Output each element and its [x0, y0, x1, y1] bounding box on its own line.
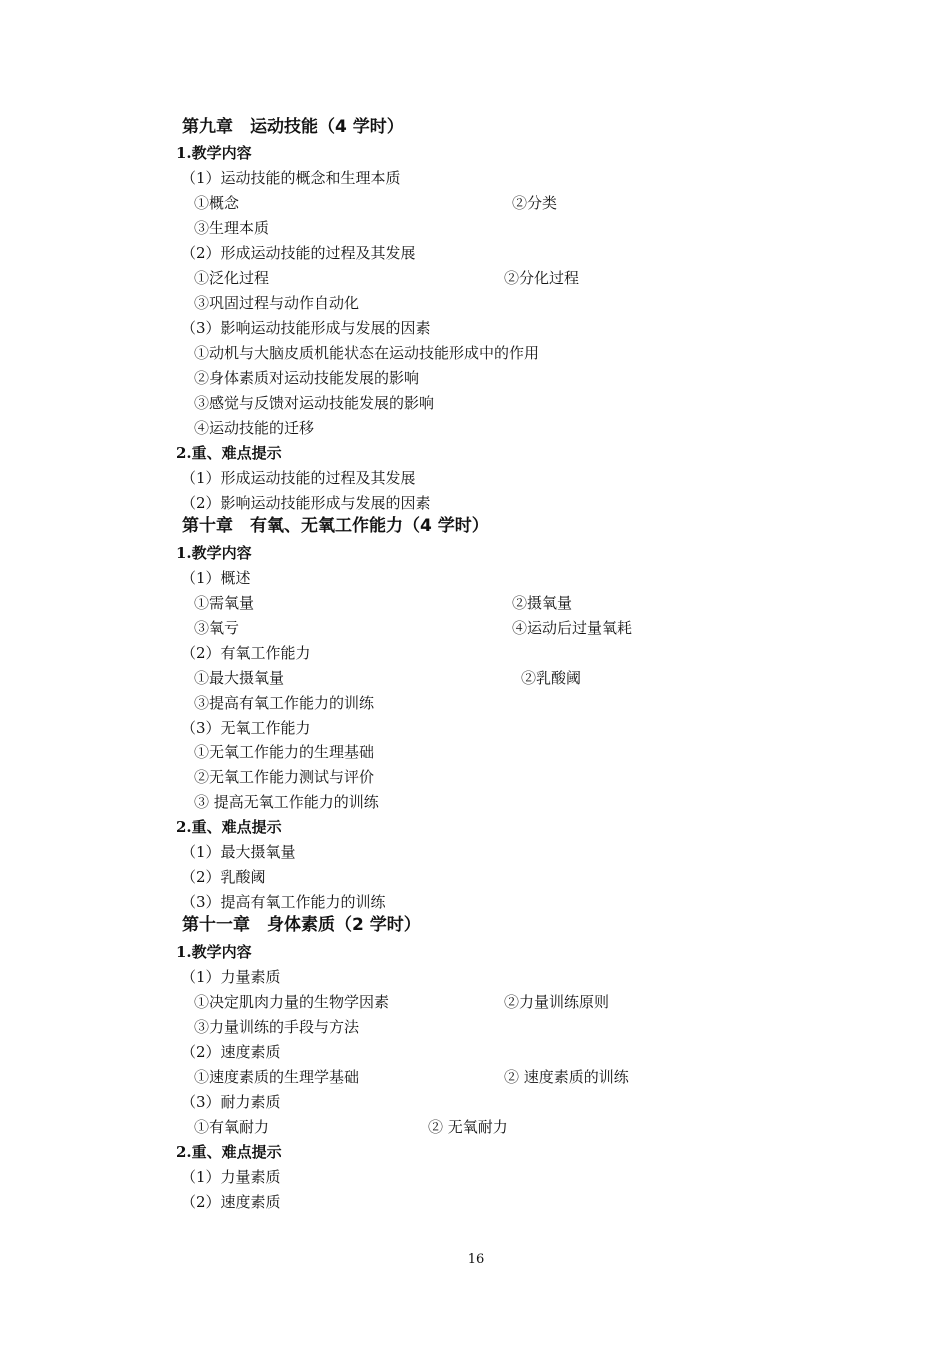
ch10-item-2b: ②乳酸阈 — [521, 669, 582, 687]
ch11-item-3a: ①有氧耐力 — [194, 1118, 270, 1136]
ch9-key-heading: 2.重、难点提示 — [176, 444, 282, 462]
chapter-11-title: 第十一章 身体素质（2 学时） — [182, 915, 421, 935]
ch11-key-1: （1）力量素质 — [181, 1168, 281, 1186]
ch9-item-3a: ①动机与大脑皮质机能状态在运动技能形成中的作用 — [194, 344, 540, 362]
ch10-item-1b: ②摄氧量 — [512, 594, 573, 612]
ch11-item-2b: ② 速度素质的训练 — [504, 1068, 629, 1086]
ch11-item-2: （2）速度素质 — [181, 1043, 281, 1061]
ch9-item-1a: ①概念 — [194, 194, 240, 212]
ch9-item-2: （2）形成运动技能的过程及其发展 — [181, 244, 416, 262]
ch11-item-2a: ①速度素质的生理学基础 — [194, 1068, 360, 1086]
ch10-item-2a: ①最大摄氧量 — [194, 669, 285, 687]
ch9-item-3: （3）影响运动技能形成与发展的因素 — [181, 319, 431, 337]
ch11-item-1: （1）力量素质 — [181, 968, 281, 986]
ch10-key-heading: 2.重、难点提示 — [176, 818, 282, 836]
page-number: 16 — [467, 1252, 485, 1267]
ch10-item-3: （3）无氧工作能力 — [181, 719, 311, 737]
ch9-item-2b: ②分化过程 — [504, 269, 580, 287]
ch10-key-1: （1）最大摄氧量 — [181, 843, 296, 861]
ch11-key-heading: 2.重、难点提示 — [176, 1143, 282, 1161]
ch10-item-2: （2）有氧工作能力 — [181, 644, 311, 662]
ch9-item-2a: ①泛化过程 — [194, 269, 270, 287]
chapter-10-title: 第十章 有氧、无氧工作能力（4 学时） — [182, 516, 489, 536]
ch10-item-3c: ③ 提高无氧工作能力的训练 — [194, 793, 379, 811]
ch9-item-1b: ②分类 — [512, 194, 558, 212]
ch9-content-heading: 1.教学内容 — [176, 144, 252, 162]
ch10-item-3b: ②无氧工作能力测试与评价 — [194, 768, 375, 786]
ch10-item-1c: ③氧亏 — [194, 619, 240, 637]
ch9-key-1: （1）形成运动技能的过程及其发展 — [181, 469, 416, 487]
ch10-item-2c: ③提高有氧工作能力的训练 — [194, 694, 375, 712]
ch9-item-2c: ③巩固过程与动作自动化 — [194, 294, 360, 312]
ch11-item-1c: ③力量训练的手段与方法 — [194, 1018, 360, 1036]
ch9-item-3b: ②身体素质对运动技能发展的影响 — [194, 369, 420, 387]
ch11-content-heading: 1.教学内容 — [176, 943, 252, 961]
ch10-item-1d: ④运动后过量氧耗 — [512, 619, 633, 637]
ch9-key-2: （2）影响运动技能形成与发展的因素 — [181, 494, 431, 512]
ch10-item-1a: ①需氧量 — [194, 594, 255, 612]
ch9-item-1c: ③生理本质 — [194, 219, 270, 237]
ch11-item-1a: ①决定肌肉力量的生物学因素 — [194, 993, 390, 1011]
ch9-item-3d: ④运动技能的迁移 — [194, 419, 315, 437]
ch10-item-1: （1）概述 — [181, 569, 251, 587]
ch10-item-3a: ①无氧工作能力的生理基础 — [194, 743, 375, 761]
ch11-item-1b: ②力量训练原则 — [504, 993, 610, 1011]
chapter-9-title: 第九章 运动技能（4 学时） — [182, 117, 404, 137]
ch9-item-1: （1）运动技能的概念和生理本质 — [181, 169, 401, 187]
ch9-item-3c: ③感觉与反馈对运动技能发展的影响 — [194, 394, 435, 412]
ch10-key-2: （2）乳酸阈 — [181, 868, 266, 886]
ch11-key-2: （2）速度素质 — [181, 1193, 281, 1211]
ch10-content-heading: 1.教学内容 — [176, 544, 252, 562]
ch11-item-3b: ② 无氧耐力 — [428, 1118, 508, 1136]
ch11-item-3: （3）耐力素质 — [181, 1093, 281, 1111]
ch10-key-3: （3）提高有氧工作能力的训练 — [181, 893, 386, 911]
